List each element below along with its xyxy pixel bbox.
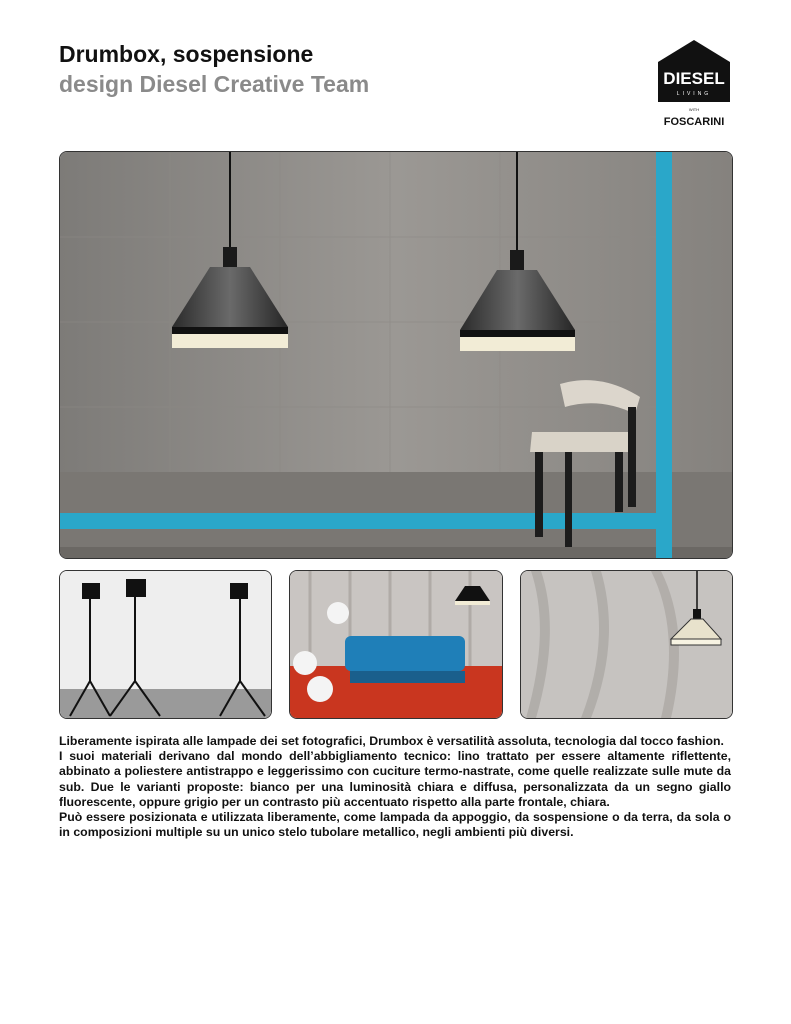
thumb-photo-1 bbox=[59, 570, 272, 719]
thumb-photo-2 bbox=[289, 570, 503, 719]
logo-partner-text: FOSCARINI bbox=[663, 116, 725, 128]
page-subtitle: design Diesel Creative Team bbox=[59, 71, 370, 97]
diesel-house-logo-icon bbox=[656, 38, 732, 130]
description-paragraph-3: Può essere posizionata e utilizzata liberamente, come lampada da appoggio, da sospensione o da terra, da sola o in composizioni multiple su un unico stelo tubolare metallico, negli ambienti più diversi. bbox=[59, 810, 731, 840]
description-paragraph-1: Liberamente ispirata alle lampade dei set fotografici, Drumbox è versatilità assoluta, tecnologia dal tocco fashion. bbox=[59, 734, 724, 748]
hero-photo bbox=[59, 151, 733, 559]
page-title: Drumbox, sospensione bbox=[59, 41, 314, 67]
photo-set-lights-icon bbox=[60, 571, 271, 718]
logo-brand-text: DIESEL bbox=[663, 69, 725, 88]
pendant-lamps-hero-icon bbox=[60, 152, 732, 558]
diesel-foscarini-logo bbox=[656, 38, 732, 130]
product-description bbox=[59, 734, 731, 840]
thumb-photo-3 bbox=[520, 570, 733, 719]
logo-line-text: LIVING bbox=[676, 91, 712, 97]
living-room-scene-icon bbox=[290, 571, 502, 718]
description-paragraph-2: I suoi materiali derivano dal mondo dell’abbigliamento tecnico: lino trattato per essere altamente riflettente, abbinato a poliestere antistrappo e leggerissimo con cuciture termo-nastrate, come quelle realizzate sulle mute da sub. Due le varianti proposte: bianco per una luminosità chiara e diffusa, personalizzata da un segno giallo fluorescente, oppure grigio per un contrasto più accentuato rispetto alla parte frontale, chiara. bbox=[59, 749, 731, 809]
single-lamp-icon bbox=[521, 571, 732, 718]
logo-with-text: WITH bbox=[688, 107, 700, 112]
